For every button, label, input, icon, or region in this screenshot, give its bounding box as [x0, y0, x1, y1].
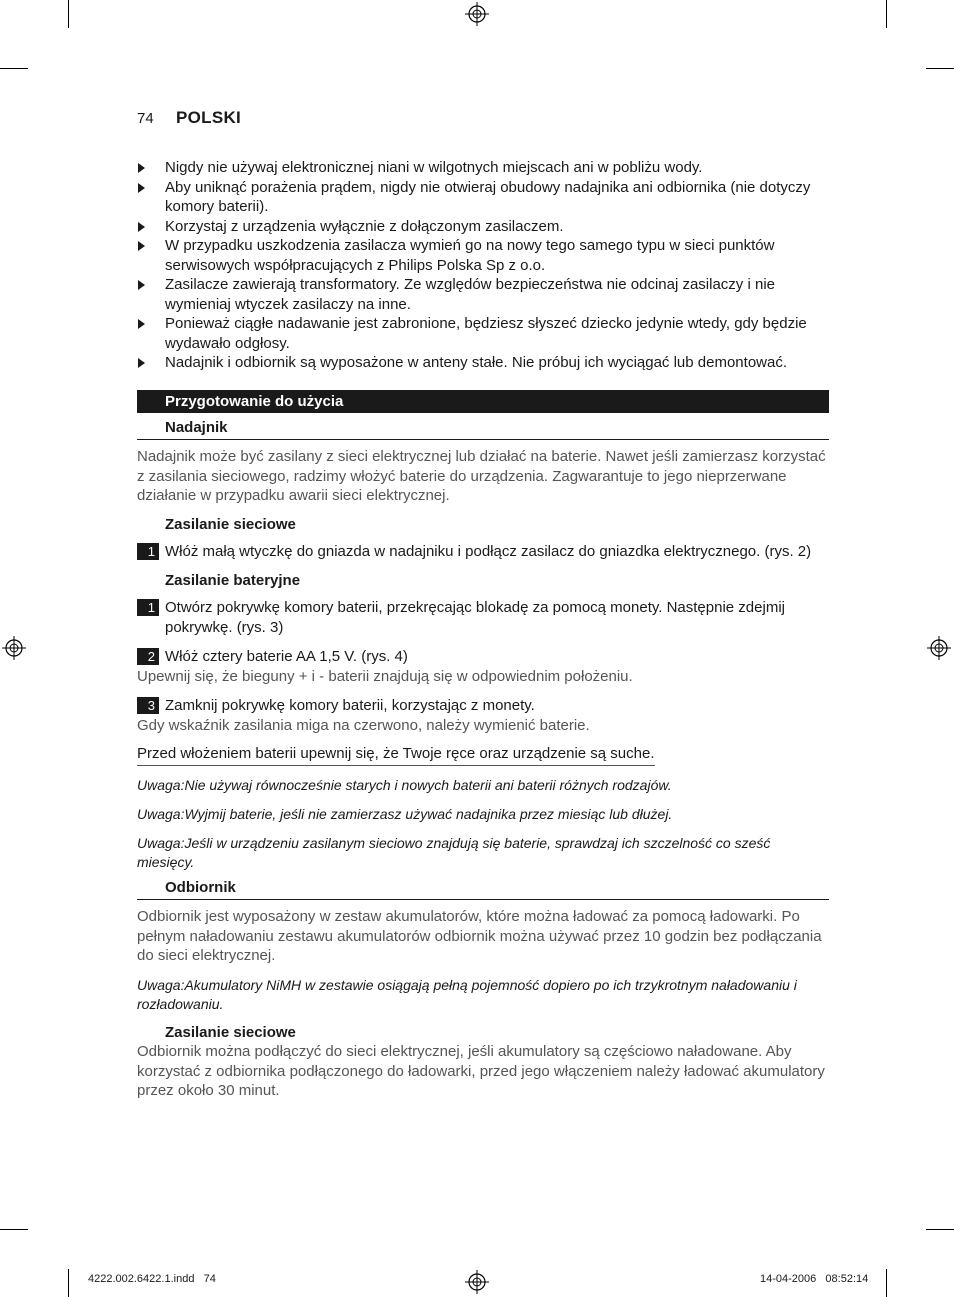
list-item: Nadajnik i odbiornik są wyposażone w anteny stałe. Nie próbuj ich wyciągać lub demontować. [137, 353, 829, 373]
note-label: Uwaga: [137, 805, 185, 822]
registration-mark-icon [464, 1269, 490, 1295]
note-text: Nie używaj równocześnie starych i nowych baterii ani baterii różnych rodzajów. [184, 776, 672, 793]
step-text: Włóż małą wtyczkę do gniazda w nadajniku i podłącz zasilacz do gniazdka elektrycznego. (rys. 2) [165, 543, 812, 560]
list-item: Nigdy nie używaj elektronicznej niani w wilgotnych miejscach ani w pobliżu wody. [137, 158, 829, 178]
note-label: Uwaga: [137, 976, 185, 993]
registration-mark-icon [464, 1, 490, 27]
list-item: Ponieważ ciągłe nadawanie jest zabronione, będziesz słyszeć dziecko jedynie wtedy, gdy będzie wydawało odgłosy. [137, 314, 829, 353]
receiver-mains-text: Odbiornik można podłączyć do sieci elektrycznej, jeśli akumulatory są częściowo naładowane. Aby korzystać z odbiornika podłączonego do ładowarki, przed jego włączeniem należy ładować akumulatory przez około 30 minut. [137, 1043, 825, 1099]
crop-mark [68, 0, 69, 28]
step-number: 1 [137, 543, 159, 560]
page-content [137, 158, 829, 1101]
note [137, 834, 829, 872]
crop-mark [926, 1229, 954, 1230]
mains-step [137, 542, 829, 562]
language-heading: POLSKI [176, 108, 242, 127]
transmitter-battery-heading: Zasilanie bateryjne [165, 571, 301, 589]
crop-mark [0, 1229, 28, 1230]
step-text: Otwórz pokrywkę komory baterii, przekręcając blokadę za pomocą monety. Następnie zdejmij pokrywkę. (rys. 3) [165, 599, 785, 636]
crop-mark [0, 68, 28, 69]
caution-text: Przed włożeniem baterii upewnij się, że Twoje ręce oraz urządzenie są suche. [137, 744, 655, 766]
section-title: Przygotowanie do użycia [137, 390, 829, 413]
note-label: Uwaga: [137, 776, 185, 793]
note-text: Akumulatory NiMH w zestawie osiągają pełną pojemność dopiero po ich trzykrotnym naładowaniu i rozładowaniu. [137, 976, 797, 1012]
transmitter-intro: Nadajnik może być zasilany z sieci elektrycznej lub działać na baterie. Nawet jeśli zamierzasz korzystać z zasilania sieciowego, radzimy włożyć baterie do urządzenia. Zagwarantuje to jego nieprzerwane działanie w przypadku awarii sieci elektrycznej. [137, 448, 826, 504]
step-note: Gdy wskaźnik zasilania miga na czerwono, należy wymienić baterie. [137, 716, 590, 734]
note-text: Jeśli w urządzeniu zasilanym sieciowo znajdują się baterie, sprawdzaj ich szczelność co sześć miesięcy. [137, 834, 771, 870]
note [137, 976, 829, 1014]
receiver-mains-heading: Zasilanie sieciowe [165, 1023, 296, 1041]
receiver-heading: Odbiornik [137, 878, 829, 901]
transmitter-mains-heading: Zasilanie sieciowe [165, 515, 296, 533]
list-item: Korzystaj z urządzenia wyłącznie z dołączonym zasilaczem. [137, 217, 829, 237]
transmitter-heading: Nadajnik [137, 418, 829, 441]
receiver-intro: Odbiornik jest wyposażony w zestaw akumulatorów, które można ładować za pomocą ładowarki. Po pełnym naładowaniu zestawu akumulatorów odbiornik można używać przez 10 godzin bez podłączania do sieci elektrycznej. [137, 908, 822, 964]
step-text: Włóż cztery baterie AA 1,5 V. (rys. 4) [165, 648, 408, 665]
step-number: 2 [137, 648, 159, 665]
note [137, 805, 829, 824]
battery-step [137, 598, 829, 637]
crop-mark [926, 68, 954, 69]
registration-mark-icon [926, 635, 952, 661]
step-number: 1 [137, 599, 159, 616]
list-item: Aby uniknąć porażenia prądem, nigdy nie otwieraj obudowy nadajnika ani odbiornika (nie dotyczy komory baterii). [137, 178, 829, 217]
page-number: 74 [137, 110, 154, 127]
step-number: 3 [137, 697, 159, 714]
battery-step [137, 696, 829, 716]
step-text: Zamknij pokrywkę komory baterii, korzystając z monety. [165, 697, 535, 714]
registration-mark-icon [1, 635, 27, 661]
crop-mark [886, 0, 887, 28]
step-note: Upewnij się, że bieguny + i - baterii znajdują się w odpowiednim położeniu. [137, 667, 633, 685]
crop-mark [886, 1269, 887, 1297]
footer-timestamp: 14-04-2006 08:52:14 [760, 1273, 869, 1285]
list-item: W przypadku uszkodzenia zasilacza wymień go na nowy tego samego typu w sieci punktów serwisowych współpracujących z Philips Polska Sp z o.o. [137, 236, 829, 275]
battery-step [137, 647, 829, 667]
note-text: Wyjmij baterie, jeśli nie zamierzasz używać nadajnika przez miesiąc lub dłużej. [184, 805, 673, 822]
list-item: Zasilacze zawierają transformatory. Ze względów bezpieczeństwa nie odcinaj zasilaczy i nie wymieniaj wtyczek zasilaczy na inne. [137, 275, 829, 314]
crop-mark [68, 1269, 69, 1297]
note [137, 776, 829, 795]
footer-file-name: 4222.002.6422.1.indd 74 [88, 1273, 216, 1285]
note-label: Uwaga: [137, 834, 185, 851]
safety-warnings-list [137, 158, 829, 373]
